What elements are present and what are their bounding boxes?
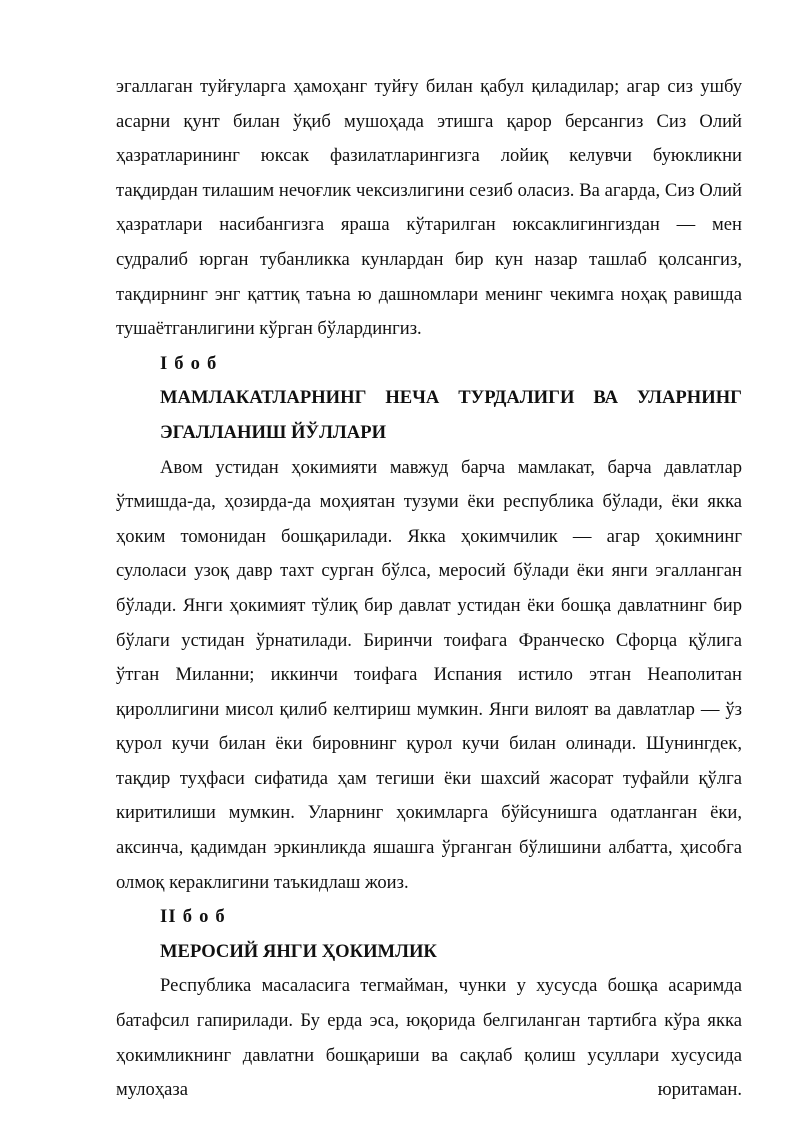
intro-paragraph: эгаллаган туйғуларга ҳамоҳанг туйғу билан қабул қиладилар; агар сиз ушбу асарни қунт билан ўқиб мушоҳада этишга қарор берсангиз Сиз Олий ҳазратларининг юксак фазилатларингизга лойиқ келувчи буюкликни тақдирдан тилашим нечоғлик чексизлигини сезиб оласиз. Ва агарда, Сиз Олий ҳазратлари насибангизга яраша кўтарилган юксаклигингиздан — мен судралиб юрган тубанликка кунлардан бир кун назар ташлаб қолсангиз, тақдирнинг энг қаттиқ таъна ю дашномлари менинг чекимга ноҳақ равишда тушаётганлигини кўрган бўлардингиз.	[116, 76, 742, 340]
chapter-2-label: II б о б	[160, 906, 226, 928]
document-page	[116, 70, 742, 1108]
chapter-1-title: МАМЛАКАТЛАРНИНГ НЕЧА ТУРДАЛИГИ ВА УЛАРНИНГ ЭГАЛЛАНИШ ЙЎЛЛАРИ	[160, 387, 742, 443]
chapter-2-paragraph: Республика масаласига тегмайман, чунки у хусусда бошқа асаримда батафсил гапирилади. Бу ерда эса, юқорида белгиланган тартибга кўра якка ҳокимликнинг давлатни бошқариши ва сақлаб қолиш усуллари хусусида мулоҳаза юритаман.	[116, 975, 742, 1101]
chapter-1-paragraph: Авом устидан ҳокимияти мавжуд барча мамлакат, барча давлатлар ўтмишда-да, ҳозирда-да моҳиятан тузуми ёки республика бўлади, ёки якка ҳоким томонидан бошқарилади. Якка ҳокимчилик — агар ҳокимнинг сулоласи узоқ давр тахт сурган бўлса, меросий бўлади ёки янги эгалланган бўлади. Янги ҳокимият тўлиқ бир давлат устидан ёки бошқа давлатнинг бир бўлаги устидан ўрнатилади. Биринчи тоифага Франческо Сфорца қўлига ўтган Миланни; иккинчи тоифага Испания истило этган Неаполитан қироллигини мисол қилиб келтириш мумкин. Янги вилоят ва давлатлар — ўз қурол кучи билан ёки бировнинг қурол кучи билан олинади. Шунингдек, тақдир туҳфаси сифатида ҳам тегиши ёки шахсий жасорат туфайли қўлга киритилиши мумкин. Уларнинг ҳокимларга бўйсунишга одатланган ёки, аксинча, қадимдан эркинликда яшашга ўрганган бўлишини албатта, ҳисобга олмоқ кераклигини таъкидлаш жоиз.	[116, 456, 742, 893]
chapter-2-title: МЕРОСИЙ ЯНГИ ҲОКИМЛИК	[160, 940, 437, 962]
chapter-1-label: I б о б	[160, 352, 218, 374]
